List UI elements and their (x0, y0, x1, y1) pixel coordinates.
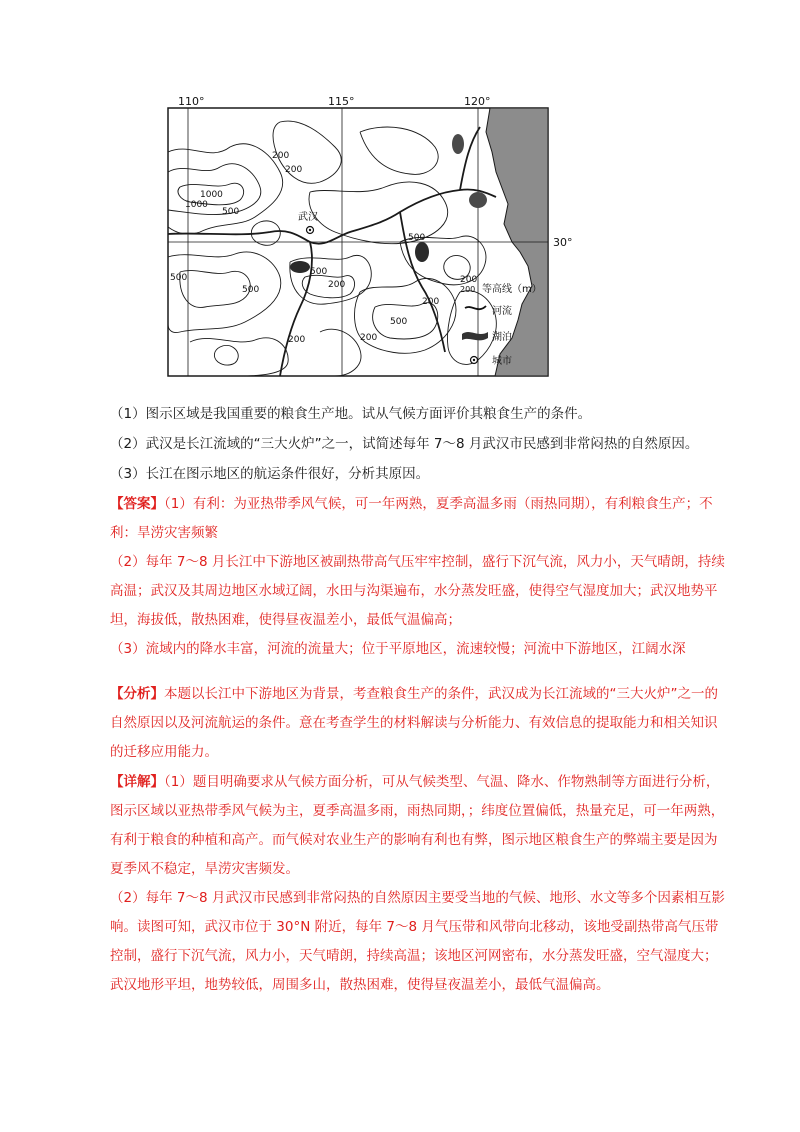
question-3: （3）长江在图示地区的航运条件很好，分析其原因。 (110, 466, 430, 482)
legend-contour-value: 200 (460, 285, 476, 294)
contour-label: 1000 (200, 190, 223, 200)
detail-p1: （1）题目明确要求从气候方面分析，可从气候类型、气温、降水、作物熟制等方面进行分析，图示区域以亚热带季风气候为主，夏季高温多雨，雨热同期，；纬度位置偏低，热量充足，可一年两熟，有利于粮食的种植和高产。而气候对农业生产的影响有利也有弊，图示地区粮食生产的弊端主要是因为夏季风不稳定，旱涝灾害频发。 (110, 774, 725, 877)
city-label-wuhan: 武汉 (298, 212, 318, 223)
contour-label: 500 (390, 317, 408, 327)
answer-block (110, 490, 730, 664)
contour-label: 200 (288, 335, 306, 345)
contour-label: 500 (310, 267, 328, 277)
analysis-tag: 【分析】 (110, 686, 164, 702)
lake-dongting (290, 261, 310, 273)
lake-poyang (415, 242, 429, 262)
detail-p2: （2）每年 7～8 月武汉市民感到非常闷热的自然原因主要受当地的气候、地形、水文等多个因素相互影响。读图可知，武汉市位于 30°N 附近，每年 7～8 月气压带和风带向北移动，该地受副热带高气压带控制，盛行下沉气流，风力小，天气晴朗，持续高温；该地区河网密布，水分蒸发旺盛，空气湿度大；武汉地形平坦，地势较低，周围多山，散热困难，使得昼夜温差小，最低气温偏高。 (110, 890, 725, 993)
contour-label: 200 (460, 275, 478, 285)
legend-city-label: 城市 (492, 356, 512, 367)
question-1: （1）图示区域是我国重要的粮食生产地。试从气候方面评价其粮食生产的条件。 (110, 406, 592, 422)
contour-label: 200 (360, 333, 378, 343)
contour-map (160, 92, 573, 382)
legend-contour-label: 等高线（m） (482, 284, 542, 295)
lat-label-30: 30° (553, 236, 573, 249)
lake-tai (469, 192, 487, 208)
lon-label-115: 115° (328, 95, 355, 108)
contour-label: 200 (422, 297, 440, 307)
detail-block (110, 768, 730, 1000)
analysis-block (110, 680, 730, 767)
answer-tag: 【答案】 (110, 496, 164, 512)
contour-label: 500 (242, 285, 260, 295)
answer-p1 (110, 490, 730, 548)
contour-label: 1000 (185, 200, 208, 210)
lon-label-120: 120° (464, 95, 491, 108)
analysis-text: 本题以长江中下游地区为背景，考查粮食生产的条件，武汉成为长江流域的“三大火炉”之一的自然原因以及河流航运的条件。意在考查学生的材料解读与分析能力、有效信息的提取能力和相关知识的迁移应用能力。 (110, 686, 718, 760)
detail-tag: 【详解】 (110, 774, 164, 790)
contour-label: 200 (285, 165, 303, 175)
contour-label: 200 (328, 280, 346, 290)
answer-p2: （2）每年 7～8 月长江中下游地区被副热带高气压牢牢控制，盛行下沉气流，风力小，天气晴朗，持续高温；武汉及其周边地区水域辽阔，水田与沟渠遍布，水分蒸发旺盛，使得空气湿度加大；武汉地势平坦，海拔低，散热困难，使得昼夜温差小，最低气温偏高； (110, 554, 725, 628)
answer-p3: （3）流域内的降水丰富，河流的流量大；位于平原地区，流速较慢；河流中下游地区，江阔水深 (110, 641, 686, 657)
contour-label: 500 (408, 233, 426, 243)
lake-hongze (452, 134, 464, 154)
legend-river-label: 河流 (492, 306, 512, 317)
contour-label: 500 (222, 207, 240, 217)
question-2: （2）武汉是长江流域的“三大火炉”之一，试简述每年 7～8 月武汉市民感到非常闷热的自然原因。 (110, 436, 699, 452)
contour-label: 500 (170, 273, 188, 283)
legend-lake-label: 湖泊 (492, 332, 512, 343)
lon-label-110: 110° (178, 95, 205, 108)
contour-label: 200 (272, 151, 290, 161)
answer-p1-text: （1）有利：为亚热带季风气候，可一年两熟，夏季高温多雨（雨热同期），有利粮食生产；不利：旱涝灾害频繁 (110, 496, 713, 541)
